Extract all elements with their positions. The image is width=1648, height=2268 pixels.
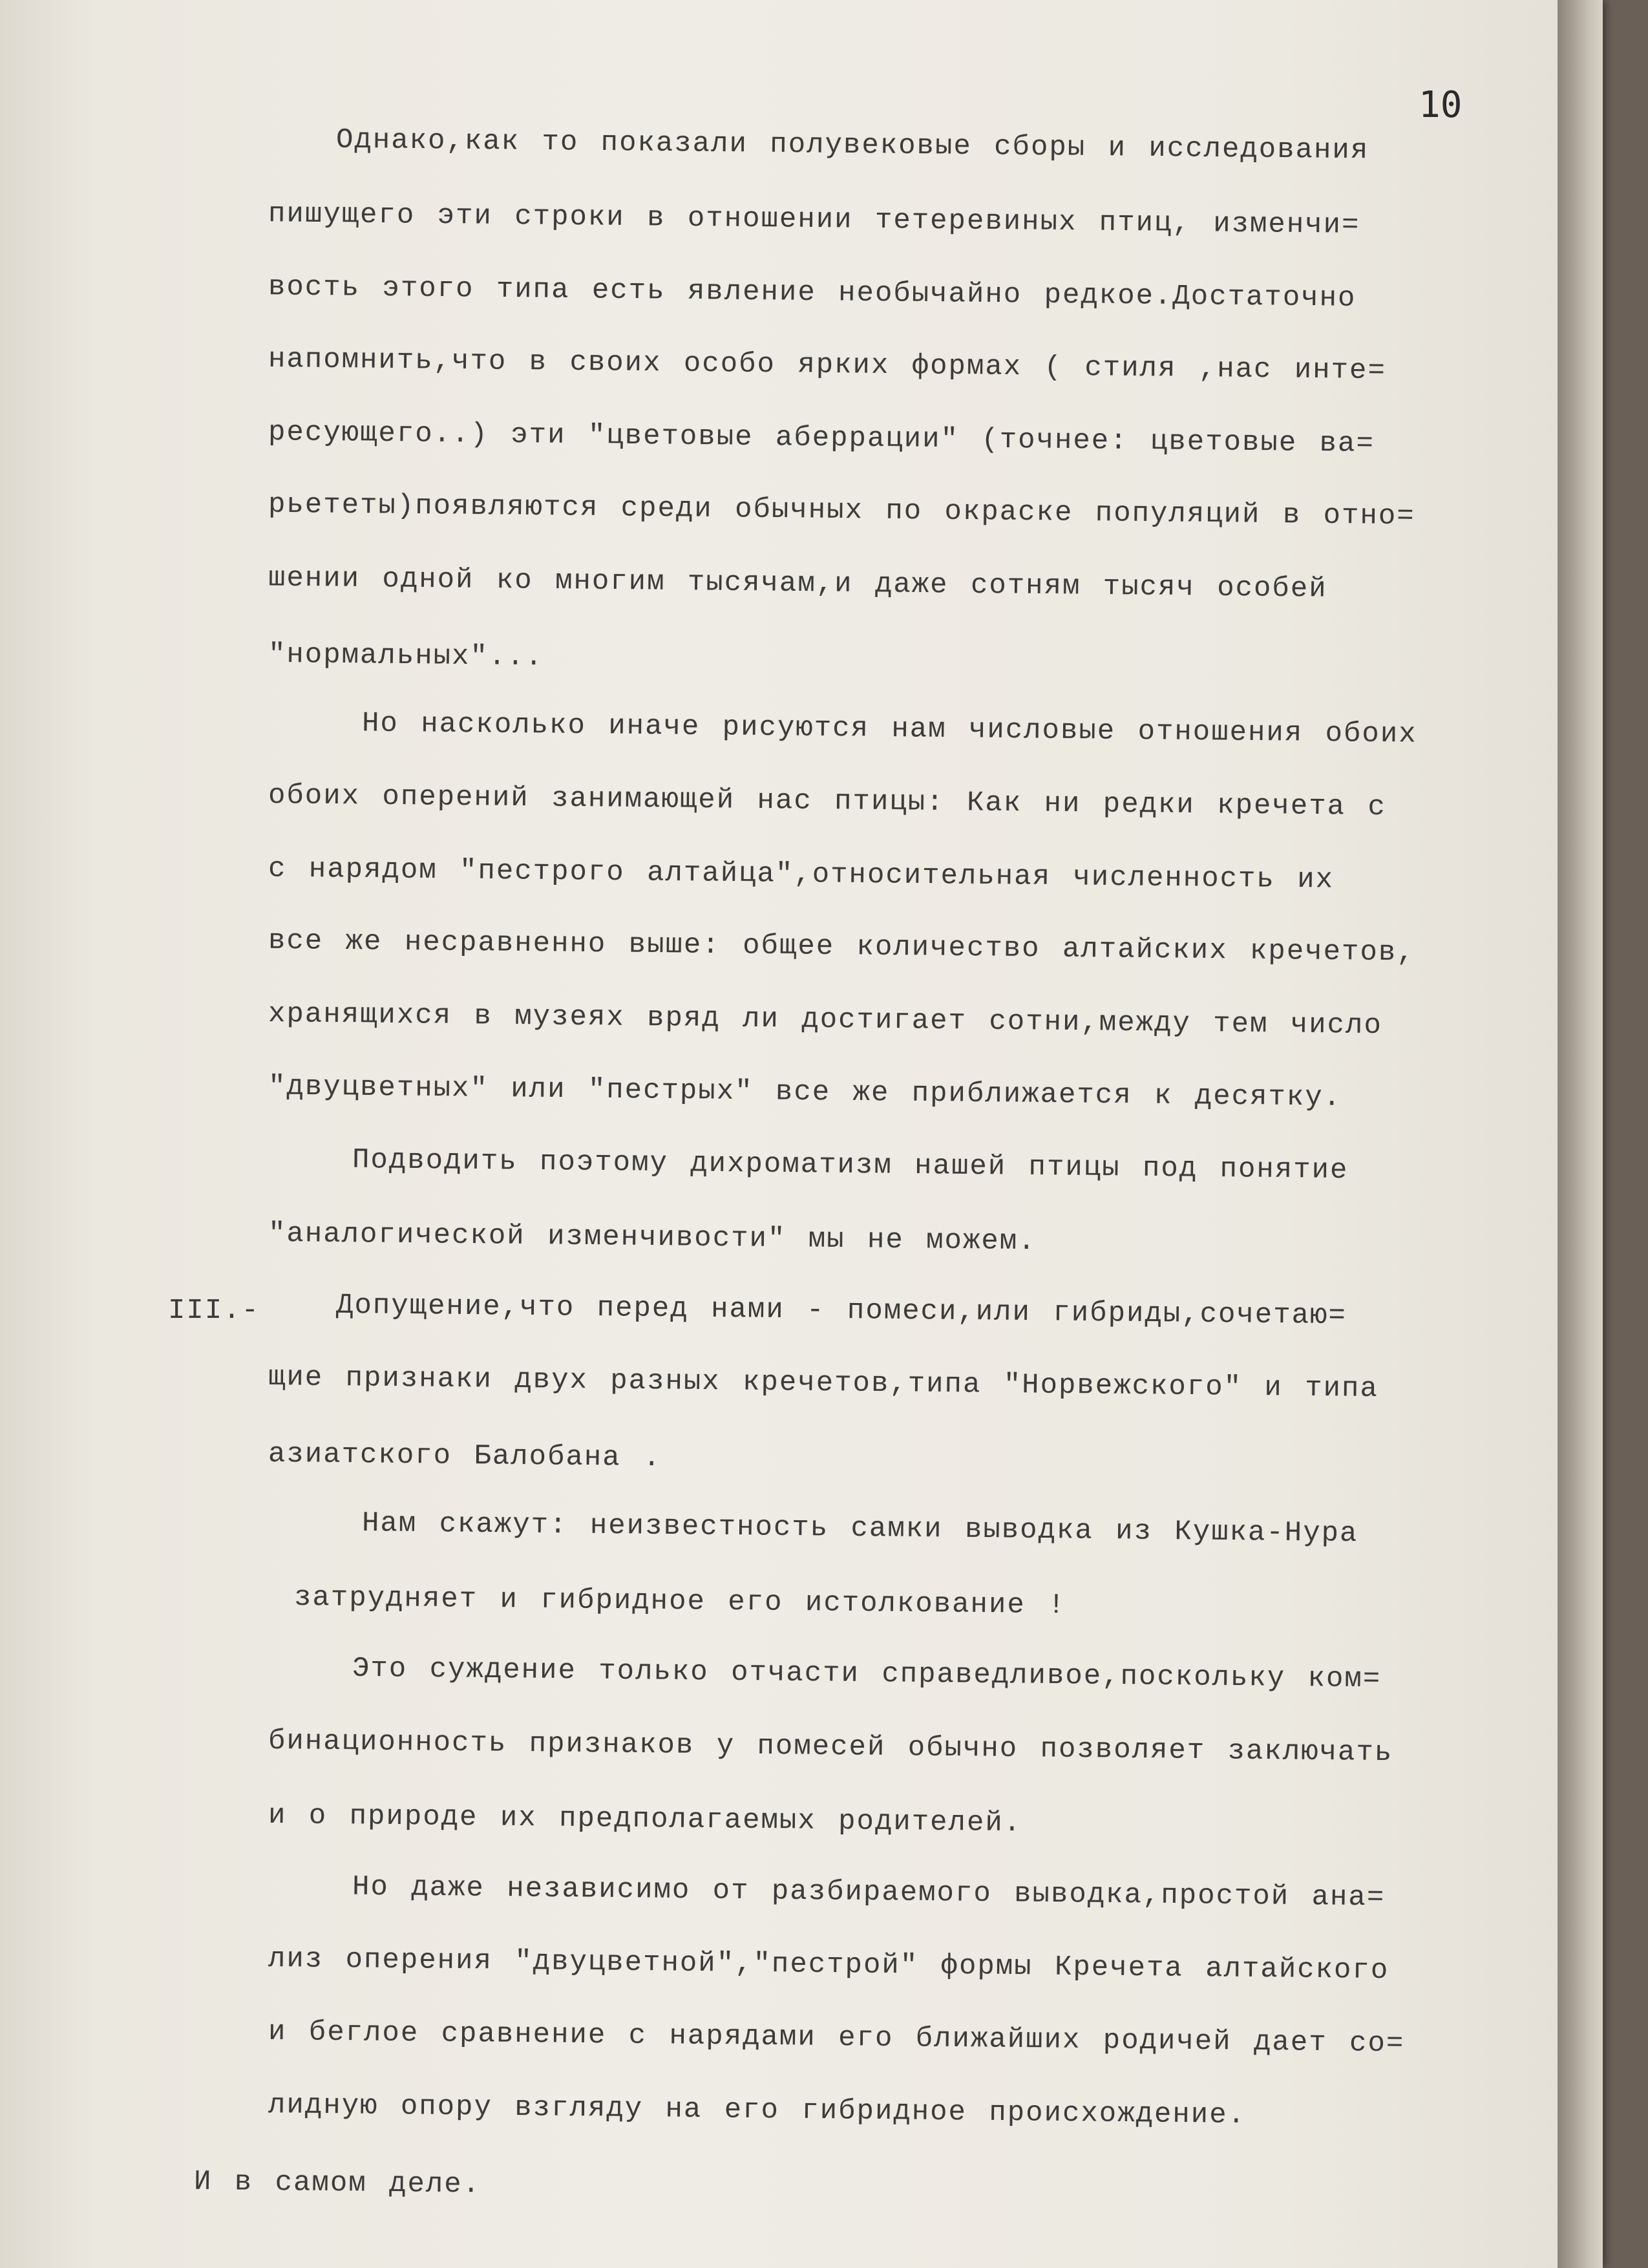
text-line: Однако,как то показали полувековые сборы и исследования (335, 123, 1369, 167)
text-line: пишущего эти строки в отношении тетеревиных птиц, изменчи= (268, 198, 1360, 242)
text-line: вость этого типа есть явление необычайно редкое.Достаточно (268, 271, 1357, 315)
text-line: азиатского Балобана . (268, 1437, 662, 1475)
page-number: 10 (1419, 84, 1463, 126)
text-line: и о природе их предполагаемых родителей. (268, 1799, 1022, 1840)
text-line: Нам скажут: неизвестность самки выводка из Кушка-Нура (361, 1507, 1358, 1551)
text-line: Допущение,что перед нами - помеси,или гибриды,сочетаю= (335, 1289, 1347, 1333)
text-line: щие признаки двух разных кречетов,типа "Норвежского" и типа (268, 1361, 1379, 1405)
text-line: бинационность признаков у помесей обычно позволяет заключать (268, 1724, 1393, 1770)
text-line: рьететы)появляются среди обычных по окраске популяций в отно= (268, 488, 1415, 533)
page-edge (1558, 0, 1603, 2268)
text-line: "аналогической изменчивости" мы не можем. (268, 1217, 1037, 1258)
text-line: И в самом деле. (193, 2165, 481, 2201)
text-line: "двуцветных" или "пестрых" все же приближается к десятку. (268, 1070, 1342, 1114)
text-line: обоих оперений занимающей нас птицы: Как ни редки кречета с (268, 779, 1387, 824)
text-line: напомнить,что в своих особо ярких формах ( стиля ,нас инте= (268, 343, 1387, 388)
text-line: "нормальных"... (268, 638, 544, 674)
text-line: Но насколько иначе рисуются нам числовые отношения обоих (361, 707, 1417, 751)
text-line: Это суждение только отчасти справедливое,поскольку ком= (352, 1652, 1382, 1696)
text-line: и беглое сравнение с нарядами его ближайших родичей дает со= (268, 2015, 1405, 2061)
text-line: с нарядом "пестрого алтайца",относительная численность их (268, 853, 1335, 896)
text-line: все же несравненно выше: общее количество алтайских кречетов, (268, 924, 1415, 970)
text-line: шении одной ко многим тысячам,и даже сотням тысяч особей (268, 562, 1327, 606)
text-line: Но даже независимо от разбираемого выводка,простой ана= (352, 1871, 1386, 1914)
text-line: лиз оперения "двуцветной","пестрой" формы Кречета алтайского (268, 1942, 1389, 1987)
text-line: лидную опору взгляду на его гибридное происхождение. (268, 2089, 1247, 2132)
text-line: хранящихся в музеях вряд ли достигает сотни,между тем число (268, 997, 1383, 1043)
section-number: III.- (168, 1295, 260, 1327)
text-line: Подводить поэтому дихроматизм нашей птицы под понятие (352, 1143, 1349, 1187)
text-line: затрудняет и гибридное его истолкование ! (293, 1581, 1066, 1622)
text-line: ресующего..) эти "цветовые аберрации" (точнее: цветовые ва= (268, 416, 1375, 460)
